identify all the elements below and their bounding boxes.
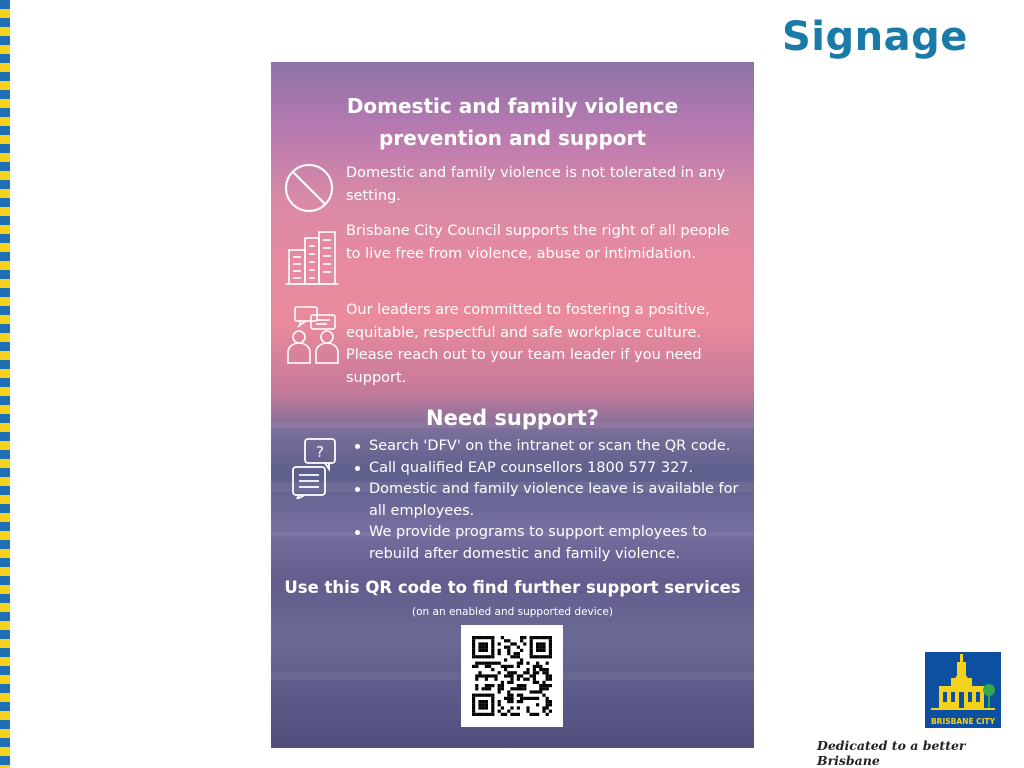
people-chat-icon: [285, 305, 341, 369]
tagline: Dedicated to a better Brisbane: [817, 738, 966, 768]
list-item: We provide programs to support employees to rebuild after domestic and family violence.: [353, 522, 748, 565]
statement-text: Brisbane City Council supports the right of all people to live free from violence, abuse or intimidation.: [346, 223, 730, 262]
statement-text: Domestic and family violence is not tolerated in any setting.: [346, 165, 726, 204]
qr-heading: Use this QR code to find further support services: [284, 578, 741, 597]
logo-text: BRISBANE CITY: [930, 717, 996, 726]
statement-text: Our leaders are committed to fostering a positive, equitable, respectful and safe workplace culture. Please reach out to your team leader if you need support.: [346, 302, 710, 386]
dfv-poster: [271, 62, 754, 748]
poster-heading-line2: prevention and support: [379, 126, 646, 150]
support-list: [353, 436, 748, 565]
city-hall-icon: [925, 652, 1001, 714]
list-item: Domestic and family violence leave is available for all employees.: [353, 479, 748, 522]
city-buildings-icon: [285, 230, 339, 290]
brisbane-city-logo: [925, 652, 1001, 728]
slide-title: Signage: [782, 14, 968, 60]
qr-subtext: (on an enabled and supported device): [412, 606, 613, 618]
poster-heading-line1: Domestic and family violence: [346, 94, 679, 118]
no-symbol-icon: [283, 162, 335, 218]
list-item: Search 'DFV' on the intranet or scan the QR code.: [353, 436, 748, 458]
question-chat-icon: [291, 437, 341, 503]
poster-heading: [271, 90, 754, 154]
svg-text:?: ?: [316, 443, 324, 461]
qr-code-icon: [461, 625, 563, 727]
qr-code[interactable]: [461, 625, 563, 727]
left-decorative-stripe: [0, 0, 10, 768]
need-support-heading: Need support?: [426, 406, 599, 430]
list-item: Call qualified EAP counsellors 1800 577 327.: [353, 458, 748, 480]
